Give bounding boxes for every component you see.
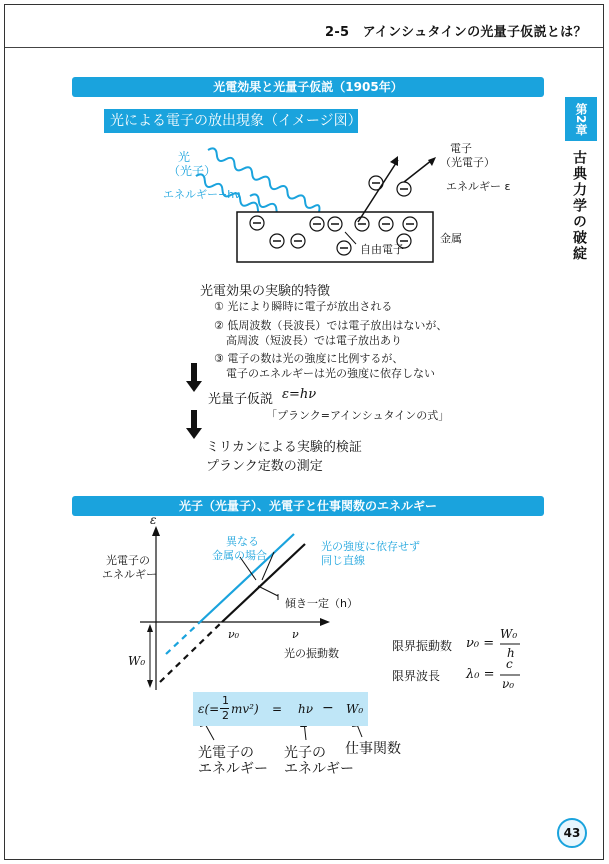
threshold-wavelength-lhs: λ₀ = bbox=[466, 667, 495, 682]
threshold-frequency-label: 限界振動数 bbox=[392, 639, 453, 653]
section-bar-energy: 光子（光量子）、光電子と仕事関数のエネルギー bbox=[72, 496, 544, 516]
photon-energy-label: 光子の bbox=[284, 745, 326, 761]
threshold-wavelength-num: c bbox=[506, 657, 513, 671]
different-metal-label: 異なる bbox=[226, 535, 259, 548]
feature-2-cont: 高周波（短波長）では電子放出あり bbox=[226, 334, 402, 347]
light-label-photon: （光子） bbox=[168, 164, 217, 178]
page-number: 43 bbox=[557, 818, 587, 848]
running-header: 2-5 アインシュタインの光量子仮説とは？ bbox=[325, 25, 587, 40]
electron-energy-label: エネルギー ε bbox=[446, 180, 511, 193]
nu0-label: ν₀ bbox=[228, 628, 240, 641]
feature-1: ① 光により瞬時に電子が放出される bbox=[214, 300, 393, 313]
formula-mv2: mv²) bbox=[231, 702, 259, 716]
formula-half-num: 1 bbox=[222, 694, 229, 707]
same-line-label: 光の強度に依存せず bbox=[321, 540, 420, 553]
planck-constant-measurement: プランク定数の測定 bbox=[206, 459, 323, 474]
metal-label: 金属 bbox=[440, 232, 462, 245]
photoelectron-label: （光電子） bbox=[440, 156, 495, 169]
x-axis-label: 光の振動数 bbox=[284, 647, 339, 660]
formula-epsilon: ε(= bbox=[198, 702, 220, 716]
hypothesis-formula: ε=hν bbox=[282, 387, 317, 402]
threshold-wavelength-den: ν₀ bbox=[502, 677, 515, 691]
threshold-frequency-num: W₀ bbox=[500, 627, 518, 641]
planck-quote: 「プランク=アインシュタインの式」 bbox=[266, 409, 450, 422]
w0-label: W₀ bbox=[128, 654, 146, 668]
slope-label: 傾き一定（h） bbox=[285, 597, 358, 610]
feature-2: ② 低周波数（長波長）では電子放出はないが、 bbox=[214, 319, 448, 332]
feature-3-cont: 電子のエネルギーは光の強度に依存しない bbox=[226, 367, 435, 380]
light-energy-label: エネルギー−hν bbox=[163, 188, 241, 201]
formula-minus: − bbox=[322, 700, 334, 716]
light-label: 光 bbox=[178, 150, 191, 164]
formula-w0: W₀ bbox=[346, 702, 364, 716]
figure-subheading: 光による電子の放出現象（イメージ図） bbox=[104, 109, 358, 133]
section-bar-photoelectric: 光電効果と光量子仮説（1905年） bbox=[72, 77, 544, 97]
different-metal-label-cont: 金属の場合 bbox=[212, 549, 267, 562]
chapter-title: 古典力学の破綻 bbox=[571, 150, 587, 262]
features-title: 光電効果の実験的特徴 bbox=[200, 284, 331, 299]
y-axis-label: 光電子の bbox=[106, 554, 150, 567]
photoelectron-energy-label: 光電子の bbox=[198, 745, 254, 761]
feature-3: ③ 電子の数は光の強度に比例するが、 bbox=[214, 352, 404, 365]
chapter-tab: 第2章 bbox=[565, 97, 597, 141]
free-electron-label: 自由電子 bbox=[360, 243, 404, 256]
formula-h-nu: hν bbox=[298, 702, 314, 716]
threshold-frequency-lhs: ν₀ = bbox=[466, 636, 495, 651]
electron-label: 電子 bbox=[450, 142, 472, 155]
formula-equals: = bbox=[272, 702, 283, 716]
work-function-label: 仕事関数 bbox=[345, 741, 401, 757]
hypothesis-label: 光量子仮説 bbox=[208, 392, 274, 407]
photoelectron-energy-label-cont: エネルギー bbox=[198, 761, 268, 777]
millikan-verification: ミリカンによる実験的検証 bbox=[206, 440, 362, 455]
photon-energy-label-cont: エネルギー bbox=[284, 761, 354, 777]
nu-label: ν bbox=[292, 628, 299, 641]
threshold-frequency-den: h bbox=[507, 646, 515, 660]
y-axis-label-cont: エネルギー bbox=[102, 568, 157, 581]
y-axis-symbol: ε bbox=[150, 513, 157, 527]
formula-half-den: 2 bbox=[222, 709, 229, 722]
threshold-wavelength-label: 限界波長 bbox=[392, 669, 441, 683]
same-line-label-cont: 同じ直線 bbox=[321, 554, 365, 567]
